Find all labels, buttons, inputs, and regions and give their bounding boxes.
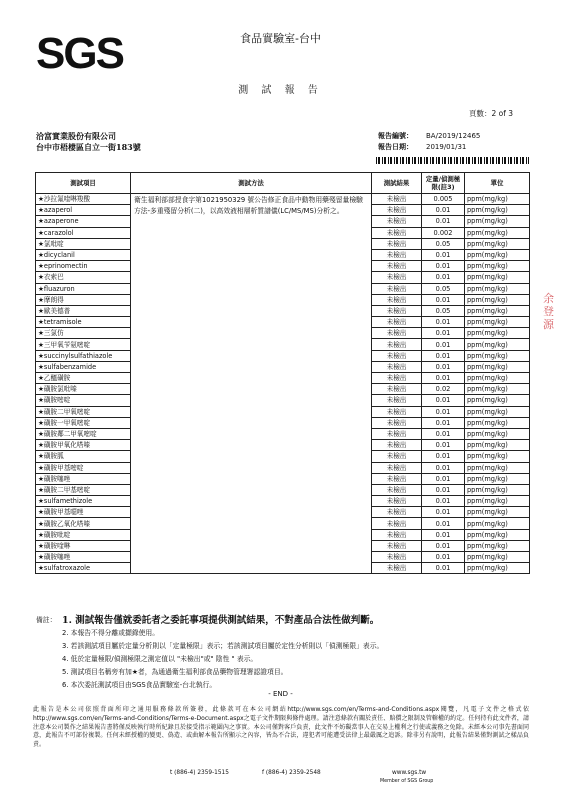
cell-method-empty (131, 507, 372, 518)
cell-method-empty (131, 406, 372, 417)
cell-limit: 0.01 (422, 518, 465, 529)
cell-unit: ppm(mg/kg) (465, 406, 530, 417)
table-row (36, 227, 530, 238)
cell-result: 未檢出 (372, 261, 422, 272)
table-row (36, 238, 530, 249)
legal-disclaimer: 此報告是本公司依照背面所印之通用服務條款所簽發，此條款可在本公司網站http://www.sgs.com/en/Terms-and-Conditions.aspx閱覽，凡電子文件之格式依http://www.sgs.com/en/Terms-and-Conditions/Terms-e-Document.aspx之電子文件期限與條件處理。請注意條款有關於責任、賠償之限制及管轄權的約定。任何持有此文件者，請注意本公司製作之結果報告書將僅反映執行時所紀錄且於接受指示範圍內之事實。本公司僅對客戶負責，此文件不妨礙當事人在交易上權利之行使或義務之免除。未經本公司事先書面同意，此報告不可部份複製。任何未經授權的變更、偽造、或曲解本報告所顯示之內容，皆為不合法，違犯者可能遭受法律上最嚴厲之追訴。除非另有說明，此報告結果僅對測試之樣品負責。 (33, 706, 529, 749)
table-row (36, 249, 530, 260)
cell-limit: 0.01 (422, 261, 465, 272)
cell-method-empty (131, 417, 372, 428)
cell-result: 未檢出 (372, 518, 422, 529)
cell-limit: 0.01 (422, 563, 465, 574)
cell-limit: 0.01 (422, 249, 465, 260)
table-header-row (36, 173, 530, 194)
table-row (36, 451, 530, 462)
cell-limit: 0.01 (422, 205, 465, 216)
cell-unit: ppm(mg/kg) (465, 563, 530, 574)
cell-item: ★衣索巴 (36, 272, 131, 283)
cell-limit: 0.05 (422, 238, 465, 249)
client-block (36, 131, 141, 153)
report-date-label: 報告日期： (378, 143, 413, 151)
cell-unit: ppm(mg/kg) (465, 261, 530, 272)
header-item: 測試項目 (36, 173, 131, 194)
table-row (36, 216, 530, 227)
notes-label: 備註： (36, 616, 57, 624)
cell-limit: 0.05 (422, 305, 465, 316)
cell-item: ★dicyclanil (36, 249, 131, 260)
cell-unit: ppm(mg/kg) (465, 328, 530, 339)
cell-unit: ppm(mg/kg) (465, 428, 530, 439)
cell-method-empty (131, 496, 372, 507)
page-number: 頁數：2 of 3 (468, 109, 513, 118)
cell-item: ★tetramisole (36, 317, 131, 328)
cell-limit: 0.002 (422, 227, 465, 238)
cell-result: 未檢出 (372, 194, 422, 205)
cell-result: 未檢出 (372, 540, 422, 551)
cell-unit: ppm(mg/kg) (465, 540, 530, 551)
note-item: 5. 測試項目名稱旁有加★者，為通過衛生福利部食品藥物管理署認證項目。 (62, 668, 288, 676)
cell-limit: 0.01 (422, 216, 465, 227)
cell-unit: ppm(mg/kg) (465, 227, 530, 238)
table-row (36, 350, 530, 361)
cell-method-empty (131, 552, 372, 563)
footer-member: Member of SGS Group (380, 779, 434, 784)
cell-unit: ppm(mg/kg) (465, 417, 530, 428)
header-method: 測試方法 (131, 173, 372, 194)
cell-method-empty (131, 462, 372, 473)
cell-result: 未檢出 (372, 406, 422, 417)
cell-unit: ppm(mg/kg) (465, 440, 530, 451)
cell-limit: 0.01 (422, 406, 465, 417)
cell-result: 未檢出 (372, 484, 422, 495)
cell-unit: ppm(mg/kg) (465, 496, 530, 507)
cell-limit: 0.01 (422, 540, 465, 551)
cell-method-empty (131, 283, 372, 294)
cell-method-empty (131, 440, 372, 451)
cell-method-empty (131, 451, 372, 462)
cell-item: ★三氯仿 (36, 328, 131, 339)
report-no-label: 報告編號： (378, 132, 413, 140)
cell-item: ★磺胺甲氧化嗒嗪 (36, 440, 131, 451)
cell-method (131, 194, 372, 215)
note-item: 3. 若該測試項目屬於定量分析則以「定量極限」表示；若該測試項目屬於定性分析則以「偵測極限」表示。 (62, 642, 384, 650)
cell-unit: ppm(mg/kg) (465, 216, 530, 227)
cell-limit: 0.01 (422, 428, 465, 439)
table-row (36, 518, 530, 529)
cell-result: 未檢出 (372, 496, 422, 507)
header-unit: 單位 (465, 173, 530, 194)
cell-result: 未檢出 (372, 227, 422, 238)
cell-result: 未檢出 (372, 417, 422, 428)
footer-web: www.sgs.tw (392, 770, 427, 776)
cell-result: 未檢出 (372, 451, 422, 462)
cell-limit: 0.01 (422, 484, 465, 495)
cell-item: ★磺胺鄰二甲氧嘧啶 (36, 428, 131, 439)
table-row (36, 417, 530, 428)
cell-result: 未檢出 (372, 529, 422, 540)
table-row (36, 473, 530, 484)
cell-method-empty (131, 529, 372, 540)
cell-unit: ppm(mg/kg) (465, 238, 530, 249)
footer-tel: t (886-4) 2359-1515 (170, 770, 229, 776)
cell-unit: ppm(mg/kg) (465, 194, 530, 205)
cell-method-empty (131, 249, 372, 260)
table-row (36, 294, 530, 305)
table-row (36, 552, 530, 563)
cell-item: ★氯吡啶 (36, 238, 131, 249)
cell-item: ★摩朗得 (36, 294, 131, 305)
cell-item: ★fluazuron (36, 283, 131, 294)
table-row (36, 462, 530, 473)
cell-unit: ppm(mg/kg) (465, 484, 530, 495)
cell-method-empty (131, 384, 372, 395)
cell-unit: ppm(mg/kg) (465, 395, 530, 406)
cell-method-empty (131, 328, 372, 339)
cell-result: 未檢出 (372, 339, 422, 350)
cell-method-empty (131, 361, 372, 372)
cell-limit: 0.01 (422, 373, 465, 384)
cell-unit: ppm(mg/kg) (465, 249, 530, 260)
table-row (36, 406, 530, 417)
cell-unit: ppm(mg/kg) (465, 373, 530, 384)
cell-unit: ppm(mg/kg) (465, 507, 530, 518)
cell-unit: ppm(mg/kg) (465, 205, 530, 216)
cell-unit: ppm(mg/kg) (465, 305, 530, 316)
note-item: 6. 本次委託測試項目由SGS食品實驗室-台北執行。 (62, 681, 217, 689)
cell-item: ★乙醯磺胺 (36, 373, 131, 384)
cell-method-empty (131, 484, 372, 495)
report-meta (378, 131, 480, 153)
cell-item: ★sulfamethizole (36, 496, 131, 507)
cell-result: 未檢出 (372, 238, 422, 249)
cell-result: 未檢出 (372, 395, 422, 406)
table-row (36, 373, 530, 384)
cell-limit: 0.01 (422, 552, 465, 563)
method-text: 衛生福利部部授食字第1021950329 號公告修正食品中動物用藥殘留量檢驗方法-多重殘留分析(二)，以高效液相層析質譜儀(LC/MS/MS)分析之。 (134, 195, 368, 217)
cell-method-empty (131, 473, 372, 484)
cell-item: ★carazolol (36, 227, 131, 238)
cell-limit: 0.005 (422, 194, 465, 205)
table-row (36, 496, 530, 507)
cell-item: ★sulfatroxazole (36, 563, 131, 574)
cell-method-empty (131, 238, 372, 249)
cell-method-empty (131, 540, 372, 551)
table-row (36, 283, 530, 294)
results-table (35, 172, 530, 574)
cell-method-empty (131, 317, 372, 328)
cell-limit: 0.05 (422, 283, 465, 294)
table-row (36, 272, 530, 283)
cell-result: 未檢出 (372, 216, 422, 227)
cell-method-empty (131, 305, 372, 316)
cell-limit: 0.01 (422, 395, 465, 406)
cell-item: ★歐美德普 (36, 305, 131, 316)
report-no: BA/2019/12465 (426, 132, 481, 140)
cell-unit: ppm(mg/kg) (465, 552, 530, 563)
cell-item: ★磺胺乙氧化嗒嗪 (36, 518, 131, 529)
notes-block (36, 614, 383, 692)
cell-method-empty (131, 373, 372, 384)
barcode (376, 157, 529, 164)
cell-limit: 0.01 (422, 440, 465, 451)
table-row (36, 529, 530, 540)
header-limit: 定量/偵測極限(註3) (422, 173, 465, 194)
cell-result: 未檢出 (372, 462, 422, 473)
cell-item: ★succinylsulfathiazole (36, 350, 131, 361)
cell-item: ★沙拉氟喹啉羧酸 (36, 194, 131, 205)
cell-limit: 0.01 (422, 317, 465, 328)
table-row (36, 428, 530, 439)
cell-method-empty (131, 395, 372, 406)
cell-limit: 0.01 (422, 507, 465, 518)
table-row (36, 305, 530, 316)
cell-unit: ppm(mg/kg) (465, 350, 530, 361)
footer-fax: f (886-4) 2359-2548 (262, 770, 321, 776)
table-row (36, 440, 530, 451)
cell-limit: 0.01 (422, 350, 465, 361)
cell-result: 未檢出 (372, 350, 422, 361)
cell-result: 未檢出 (372, 384, 422, 395)
report-date: 2019/01/31 (426, 143, 467, 151)
cell-method-empty (131, 227, 372, 238)
cell-method-empty (131, 261, 372, 272)
cell-item: ★磺胺甲基噁唑 (36, 507, 131, 518)
lab-name: 食品實驗室-台中 (240, 32, 321, 45)
report-title: 測 試 報 告 (238, 85, 323, 96)
cell-result: 未檢出 (372, 373, 422, 384)
sgs-logo: SGS (36, 29, 123, 78)
cell-unit: ppm(mg/kg) (465, 317, 530, 328)
cell-result: 未檢出 (372, 317, 422, 328)
client-name: 洽富實業股份有限公司 (36, 131, 116, 141)
cell-result: 未檢出 (372, 361, 422, 372)
cell-item: ★azaperone (36, 216, 131, 227)
cell-item: ★磺胺嘧啶 (36, 395, 131, 406)
end-marker: - END - (268, 690, 293, 698)
table-row (36, 361, 530, 372)
cell-unit: ppm(mg/kg) (465, 361, 530, 372)
cell-item: ★磺胺一甲氧嘧啶 (36, 417, 131, 428)
note-item: 4. 低於定量極限/偵測極限之測定值以 "未檢出"或" 陰性 " 表示。 (62, 655, 258, 663)
cell-limit: 0.01 (422, 496, 465, 507)
table-row (36, 395, 530, 406)
cell-unit: ppm(mg/kg) (465, 473, 530, 484)
cell-item: ★磺胺喹啉 (36, 540, 131, 551)
table-row (36, 484, 530, 495)
cell-result: 未檢出 (372, 440, 422, 451)
cell-unit: ppm(mg/kg) (465, 272, 530, 283)
cell-result: 未檢出 (372, 272, 422, 283)
cell-unit: ppm(mg/kg) (465, 529, 530, 540)
cell-item: ★磺胺甲基嘧啶 (36, 462, 131, 473)
cell-unit: ppm(mg/kg) (465, 294, 530, 305)
cell-item: ★三甲氧苄氨嘧啶 (36, 339, 131, 350)
cell-method-empty (131, 428, 372, 439)
cell-unit: ppm(mg/kg) (465, 283, 530, 294)
table-row (36, 317, 530, 328)
cell-item: ★磺胺二甲氧嘧啶 (36, 406, 131, 417)
cell-limit: 0.01 (422, 272, 465, 283)
cell-result: 未檢出 (372, 473, 422, 484)
cell-limit: 0.01 (422, 361, 465, 372)
cell-limit: 0.01 (422, 529, 465, 540)
cell-limit: 0.02 (422, 384, 465, 395)
cell-result: 未檢出 (372, 249, 422, 260)
cell-result: 未檢出 (372, 428, 422, 439)
cell-item: ★磺胺氯吡嗪 (36, 384, 131, 395)
cell-result: 未檢出 (372, 283, 422, 294)
client-address: 台中市梧棲區自立一街183號 (36, 142, 141, 152)
cell-result: 未檢出 (372, 507, 422, 518)
cell-result: 未檢出 (372, 328, 422, 339)
table-row (36, 328, 530, 339)
cell-method-empty (131, 339, 372, 350)
cell-limit: 0.01 (422, 473, 465, 484)
cell-result: 未檢出 (372, 294, 422, 305)
cell-limit: 0.01 (422, 294, 465, 305)
cell-result: 未檢出 (372, 552, 422, 563)
table-row (36, 540, 530, 551)
cell-result: 未檢出 (372, 563, 422, 574)
cell-unit: ppm(mg/kg) (465, 339, 530, 350)
header-result: 測試結果 (372, 173, 422, 194)
cell-item: ★磺胺吡啶 (36, 529, 131, 540)
cell-method-empty (131, 563, 372, 574)
cell-result: 未檢出 (372, 305, 422, 316)
note-item: 1. 測試報告僅就委託者之委託事項提供測試結果，不對產品合法性做判斷。 (62, 615, 380, 626)
table-row (36, 339, 530, 350)
cell-method-empty (131, 216, 372, 227)
cell-item: ★磺胺胍 (36, 451, 131, 462)
signature-stamp: 余登源 (543, 292, 554, 331)
table-row (36, 261, 530, 272)
cell-item: ★sulfabenzamide (36, 361, 131, 372)
cell-unit: ppm(mg/kg) (465, 518, 530, 529)
cell-method-empty (131, 294, 372, 305)
table-row (36, 563, 530, 574)
cell-item: ★azaperol (36, 205, 131, 216)
cell-item: ★磺胺噻唑 (36, 473, 131, 484)
cell-unit: ppm(mg/kg) (465, 384, 530, 395)
cell-method-empty (131, 350, 372, 361)
note-item: 2. 本報告不得分離或擷錄使用。 (62, 629, 160, 637)
cell-unit: ppm(mg/kg) (465, 451, 530, 462)
cell-result: 未檢出 (372, 205, 422, 216)
cell-limit: 0.01 (422, 339, 465, 350)
cell-unit: ppm(mg/kg) (465, 462, 530, 473)
cell-limit: 0.01 (422, 462, 465, 473)
table-row (36, 384, 530, 395)
table-body (36, 194, 530, 574)
cell-method-empty (131, 518, 372, 529)
table-row (36, 194, 530, 205)
table-row (36, 507, 530, 518)
cell-limit: 0.01 (422, 451, 465, 462)
cell-limit: 0.01 (422, 417, 465, 428)
cell-item: ★磺胺噻唑 (36, 552, 131, 563)
cell-item: ★eprinomectin (36, 261, 131, 272)
cell-item: ★磺胺二甲基嘧啶 (36, 484, 131, 495)
cell-limit: 0.01 (422, 328, 465, 339)
cell-method-empty (131, 272, 372, 283)
